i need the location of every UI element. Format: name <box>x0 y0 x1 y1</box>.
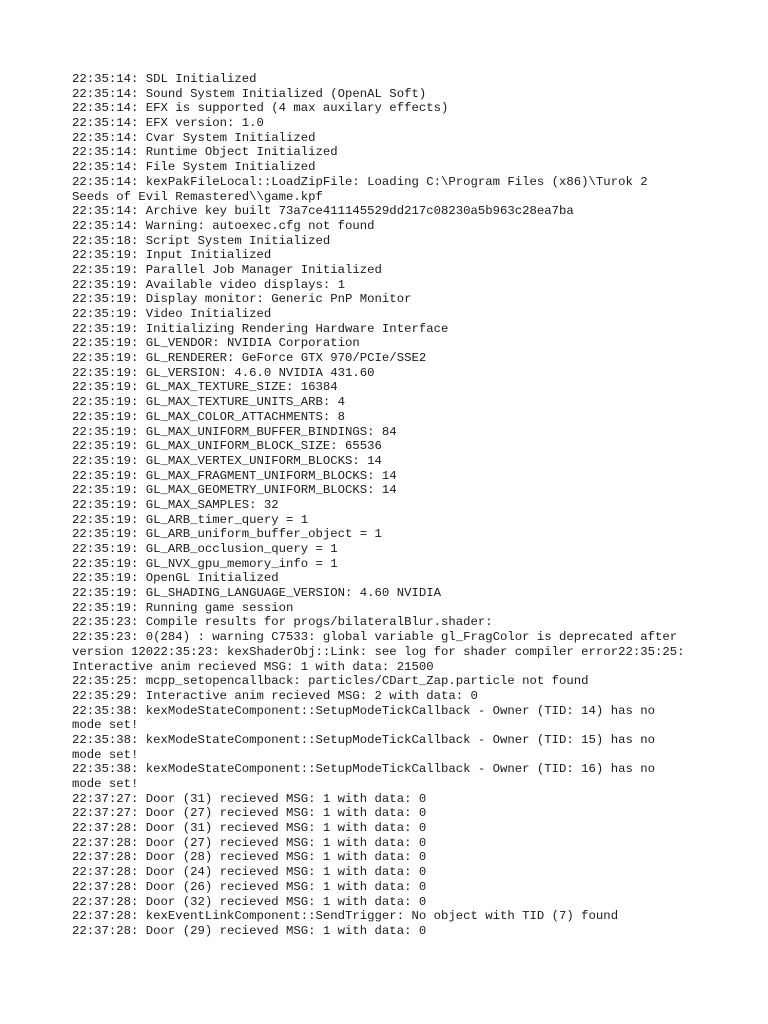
log-line: 22:37:28: Door (26) recieved MSG: 1 with data: 0 <box>72 879 427 894</box>
log-line: 22:37:28: Door (29) recieved MSG: 1 with data: 0 <box>72 923 427 938</box>
log-line: 22:35:19: GL_MAX_VERTEX_UNIFORM_BLOCKS: 14 <box>72 453 382 468</box>
log-line: 22:35:14: EFX version: 1.0 <box>72 116 264 131</box>
log-line: 22:35:19: GL_SHADING_LANGUAGE_VERSION: 4.60 NVIDIA <box>72 586 441 601</box>
log-line: 22:35:19: GL_NVX_gpu_memory_info = 1 <box>72 556 338 571</box>
log-line: 22:35:19: Parallel Job Manager Initialized <box>72 262 382 277</box>
log-line: 22:35:19: Video Initialized <box>72 307 272 321</box>
log-line: 22:35:14: EFX is supported (4 max auxilary effects) <box>72 101 449 116</box>
log-line: 22:35:19: GL_VENDOR: NVIDIA Corporation <box>72 336 360 351</box>
log-line: 22:35:19: GL_ARB_uniform_buffer_object = 1 <box>72 527 382 542</box>
log-line: 22:35:19: Display monitor: Generic PnP Monitor <box>72 292 412 307</box>
log-line: 22:35:14: SDL Initialized <box>72 72 257 86</box>
log-line: 22:35:19: GL_ARB_timer_query = 1 <box>72 512 309 527</box>
log-line: 22:37:28: Door (31) recieved MSG: 1 with data: 0 <box>72 821 427 836</box>
log-line: Interactive anim recieved MSG: 1 with data: 21500 <box>72 659 434 674</box>
log-line: 22:35:14: File System Initialized <box>72 160 316 175</box>
log-line: 22:35:18: Script System Initialized <box>72 233 331 248</box>
log-line: 22:37:28: Door (24) recieved MSG: 1 with data: 0 <box>72 865 427 880</box>
log-line: Seeds of Evil Remastered\\game.kpf <box>72 189 323 204</box>
log-line: 22:35:19: GL_MAX_UNIFORM_BUFFER_BINDINGS: 84 <box>72 424 397 439</box>
log-line: 22:35:14: Cvar System Initialized <box>72 130 316 145</box>
log-line: 22:35:19: GL_VERSION: 4.6.0 NVIDIA 431.60 <box>72 365 375 380</box>
log-line: 22:37:28: Door (32) recieved MSG: 1 with data: 0 <box>72 894 427 909</box>
log-line: 22:35:19: GL_MAX_GEOMETRY_UNIFORM_BLOCKS: 14 <box>72 483 397 498</box>
log-line: 22:35:38: kexModeStateComponent::SetupModeTickCallback - Owner (TID: 15) has no <box>72 732 655 747</box>
log-line: 22:35:14: Sound System Initialized (OpenAL Soft) <box>72 86 427 101</box>
log-line: 22:37:28: Door (27) recieved MSG: 1 with data: 0 <box>72 835 427 850</box>
log-line: 22:35:19: GL_MAX_UNIFORM_BLOCK_SIZE: 65536 <box>72 439 382 454</box>
log-line: mode set! <box>72 718 139 733</box>
log-line: 22:37:28: kexEventLinkComponent::SendTrigger: No object with TID (7) found <box>72 909 619 924</box>
log-line: 22:35:23: 0(284) : warning C7533: global variable gl_FragColor is deprecated after <box>72 630 678 645</box>
log-line: 22:35:19: Initializing Rendering Hardware Interface <box>72 321 449 336</box>
log-line: 22:35:19: GL_MAX_TEXTURE_UNITS_ARB: 4 <box>72 395 346 410</box>
log-line: 22:35:29: Interactive anim recieved MSG: 2 with data: 0 <box>72 688 478 703</box>
log-line: 22:35:14: Warning: autoexec.cfg not found <box>72 218 375 233</box>
log-line: 22:35:19: GL_MAX_FRAGMENT_UNIFORM_BLOCKS: 14 <box>72 468 397 483</box>
log-line: 22:35:19: Input Initialized <box>72 248 272 263</box>
log-line: 22:35:14: kexPakFileLocal::LoadZipFile: Loading C:\Program Files (x86)\Turok 2 <box>72 174 648 189</box>
log-text <box>72 72 702 939</box>
log-line: 22:35:19: GL_MAX_COLOR_ATTACHMENTS: 8 <box>72 409 346 424</box>
log-line: 22:35:19: GL_ARB_occlusion_query = 1 <box>72 542 338 556</box>
log-line: 22:35:19: Running game session <box>72 600 294 615</box>
log-line: 22:35:38: kexModeStateComponent::SetupModeTickCallback - Owner (TID: 14) has no <box>72 703 655 718</box>
log-line: 22:35:19: Available video displays: 1 <box>72 277 346 292</box>
log-line: 22:35:19: GL_RENDERER: GeForce GTX 970/PCIe/SSE2 <box>72 351 427 366</box>
log-line: 22:35:23: Compile results for progs/bilateralBlur.shader: <box>72 615 493 630</box>
log-line: 22:35:19: GL_MAX_SAMPLES: 32 <box>72 497 279 512</box>
log-line: 22:35:19: OpenGL Initialized <box>72 571 279 586</box>
log-line: 22:35:25: mcpp_setopencallback: particles/CDart_Zap.particle not found <box>72 674 589 689</box>
log-line: 22:35:38: kexModeStateComponent::SetupModeTickCallback - Owner (TID: 16) has no <box>72 762 655 777</box>
log-line: mode set! <box>72 777 139 791</box>
log-line: 22:35:14: Runtime Object Initialized <box>72 145 338 160</box>
log-line: version 12022:35:23: kexShaderObj::Link: see log for shader compiler error22:35:25: <box>72 644 685 659</box>
log-line: 22:35:14: Archive key built 73a7ce411145529dd217c08230a5b963c28ea7ba <box>72 204 574 219</box>
log-line: 22:37:27: Door (27) recieved MSG: 1 with data: 0 <box>72 806 427 821</box>
log-line: mode set! <box>72 747 139 762</box>
log-line: 22:37:27: Door (31) recieved MSG: 1 with data: 0 <box>72 791 427 806</box>
log-line: 22:37:28: Door (28) recieved MSG: 1 with data: 0 <box>72 850 427 865</box>
log-line: 22:35:19: GL_MAX_TEXTURE_SIZE: 16384 <box>72 380 338 395</box>
